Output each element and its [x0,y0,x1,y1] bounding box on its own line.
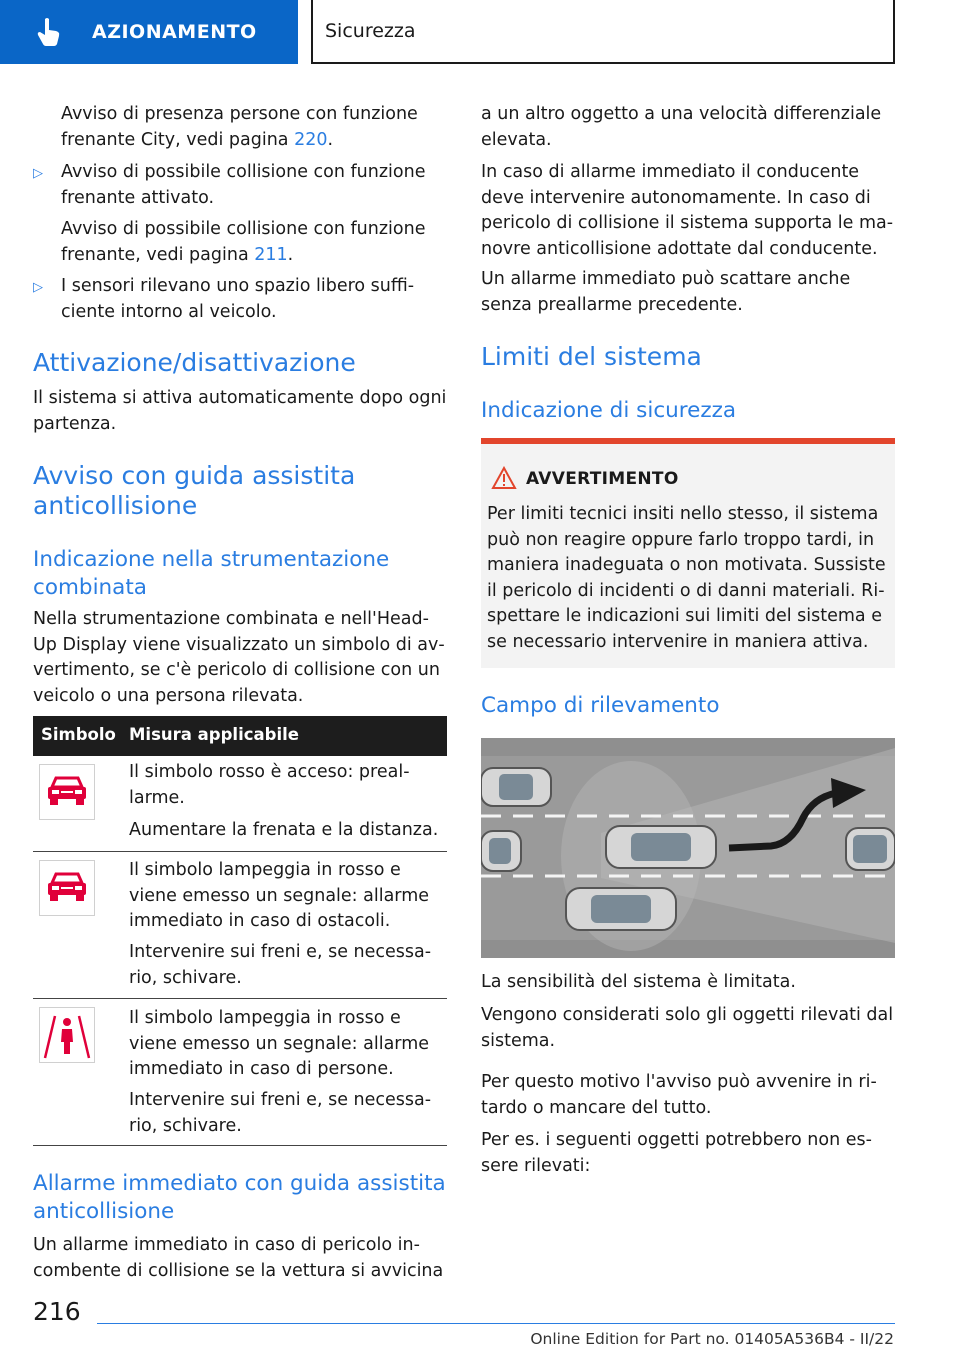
activation-text: Il sistema si attiva automaticamente dopo ogni partenza. [33,388,447,434]
heading-limiti: Limiti del sistema [481,342,702,371]
table-divider [33,1145,447,1146]
bullet-2-text: I sensori rilevano uno spazio libero sufficiente intorno al veicolo. [61,276,415,322]
bullet-1-subtext-body: Avviso di possibile collisione con funzione frenante, vedi pagina [61,219,426,265]
bullet-1-text: Avviso di possibile collisione con funzione frenante attivato. [61,162,426,208]
footer-divider [97,1323,895,1324]
car-icon [566,888,676,930]
intro-paragraph: Avviso di presenza persone con funzione frenante City, vedi pagina 220. [61,104,418,150]
warning-triangle-icon [491,466,517,490]
hand-pointer-icon [36,17,62,47]
page-link-211[interactable]: 211 [254,244,288,265]
warning-box [481,438,895,668]
right-paragraph-3: Un allarme immediato può scattare anche senza preallarme precedente. [481,269,851,315]
right-paragraph-2: In caso di allarme immediato il conducente deve intervenire autonomamente. In caso di pericolo di collisione il sistema supporta le manovre anticollisione adottate dal conducente. [481,162,894,259]
col-misura: Misura applicabile [129,725,299,744]
row-1-measure: Il simbolo rosso è acceso: preallarme. [129,762,410,808]
pedestrian-warning-icon [39,1007,95,1063]
bullet-icon: ▷ [33,166,43,181]
heading-indicazione-sicurezza: Indicazione di sicurezza [481,398,737,423]
sensibilita-text: La sensibilità del sistema è limitata. [481,972,796,992]
intro-text: Avviso di presenza persone con funzione frenante City, vedi pagina [61,104,418,150]
table-header [33,716,447,756]
row-3-measure: Il simbolo lampeggia in rosso e viene emesso un segnale: allarme immediato in caso di persone. [129,1008,430,1079]
detection-range-illustration [481,738,895,958]
row-2-measure: Il simbolo lampeggia in rosso e viene emesso un segnale: allarme immediato in caso di ostacoli. [129,860,430,931]
allarme-text: Un allarme immediato in caso di pericolo incombente di collisione se la vettura si avvicina [33,1235,444,1281]
bullet-icon: ▷ [33,280,43,295]
edition-text: Online Edition for Part no. 01405A536B4 - II/22 [530,1330,894,1348]
section-title: AZIONAMENTO [92,21,257,43]
page-number: 216 [33,1297,81,1326]
considerati-text: Vengono considerati solo gli oggetti rilevati dal sistema. [481,1005,894,1051]
car-icon [481,831,521,871]
car-warning-icon [39,764,95,820]
chapter-title: Sicurezza [311,0,895,64]
motivo-text: Per questo motivo l'avviso può avvenire in ritardo o mancare del tutto. [481,1072,877,1118]
row-1-action: Aumentare la frenata e la distanza. [129,820,439,840]
cont-text: a un altro oggetto a una velocità differenziale elevata. [481,104,882,150]
table-divider [33,851,447,852]
warning-title: AVVERTIMENTO [526,469,679,489]
bullet-1-subtext: Avviso di possibile collisione con funzione frenante, vedi pagina 211. [61,219,426,265]
table-divider [33,998,447,999]
esempi-text: Per es. i seguenti oggetti potrebbero non essere rilevati: [481,1130,872,1176]
page-link-220[interactable]: 220 [294,129,328,150]
heading-indicazione: Indicazione nella strumentazione combinata [33,547,390,600]
car-icon [846,828,895,870]
warning-text: Per limiti tecnici insiti nello stesso, il sistema può non reagire oppure farlo troppo tardi, in maniera inadeguata o non motivata. Sussiste il pericolo di incidenti o di danni materiali. Rispettare le indicazioni sui limiti del sistema e se necessario intervenire in maniera attiva. [487,504,886,652]
section-tab [0,0,298,64]
col-simbolo: Simbolo [41,725,116,744]
car-warning-icon [39,860,95,916]
heading-campo: Campo di rilevamento [481,693,720,718]
heading-avviso: Avviso con guida assistita anticollisione [33,461,356,520]
heading-activation: Attivazione/disattivazione [33,348,356,377]
indicazione-text: Nella strumentazione combinata e nell'Head-Up Display viene visualizzato un simbolo di avvertimento, se c'è pericolo di collisione con un veicolo o una persona rilevata. [33,609,445,706]
car-icon [606,826,716,868]
heading-allarme: Allarme immediato con guida assistita anticollisione [33,1171,446,1224]
row-3-action: Intervenire sui freni e, se necessario, schivare. [129,1090,432,1136]
car-icon [481,768,551,806]
row-2-action: Intervenire sui freni e, se necessario, schivare. [129,942,432,988]
